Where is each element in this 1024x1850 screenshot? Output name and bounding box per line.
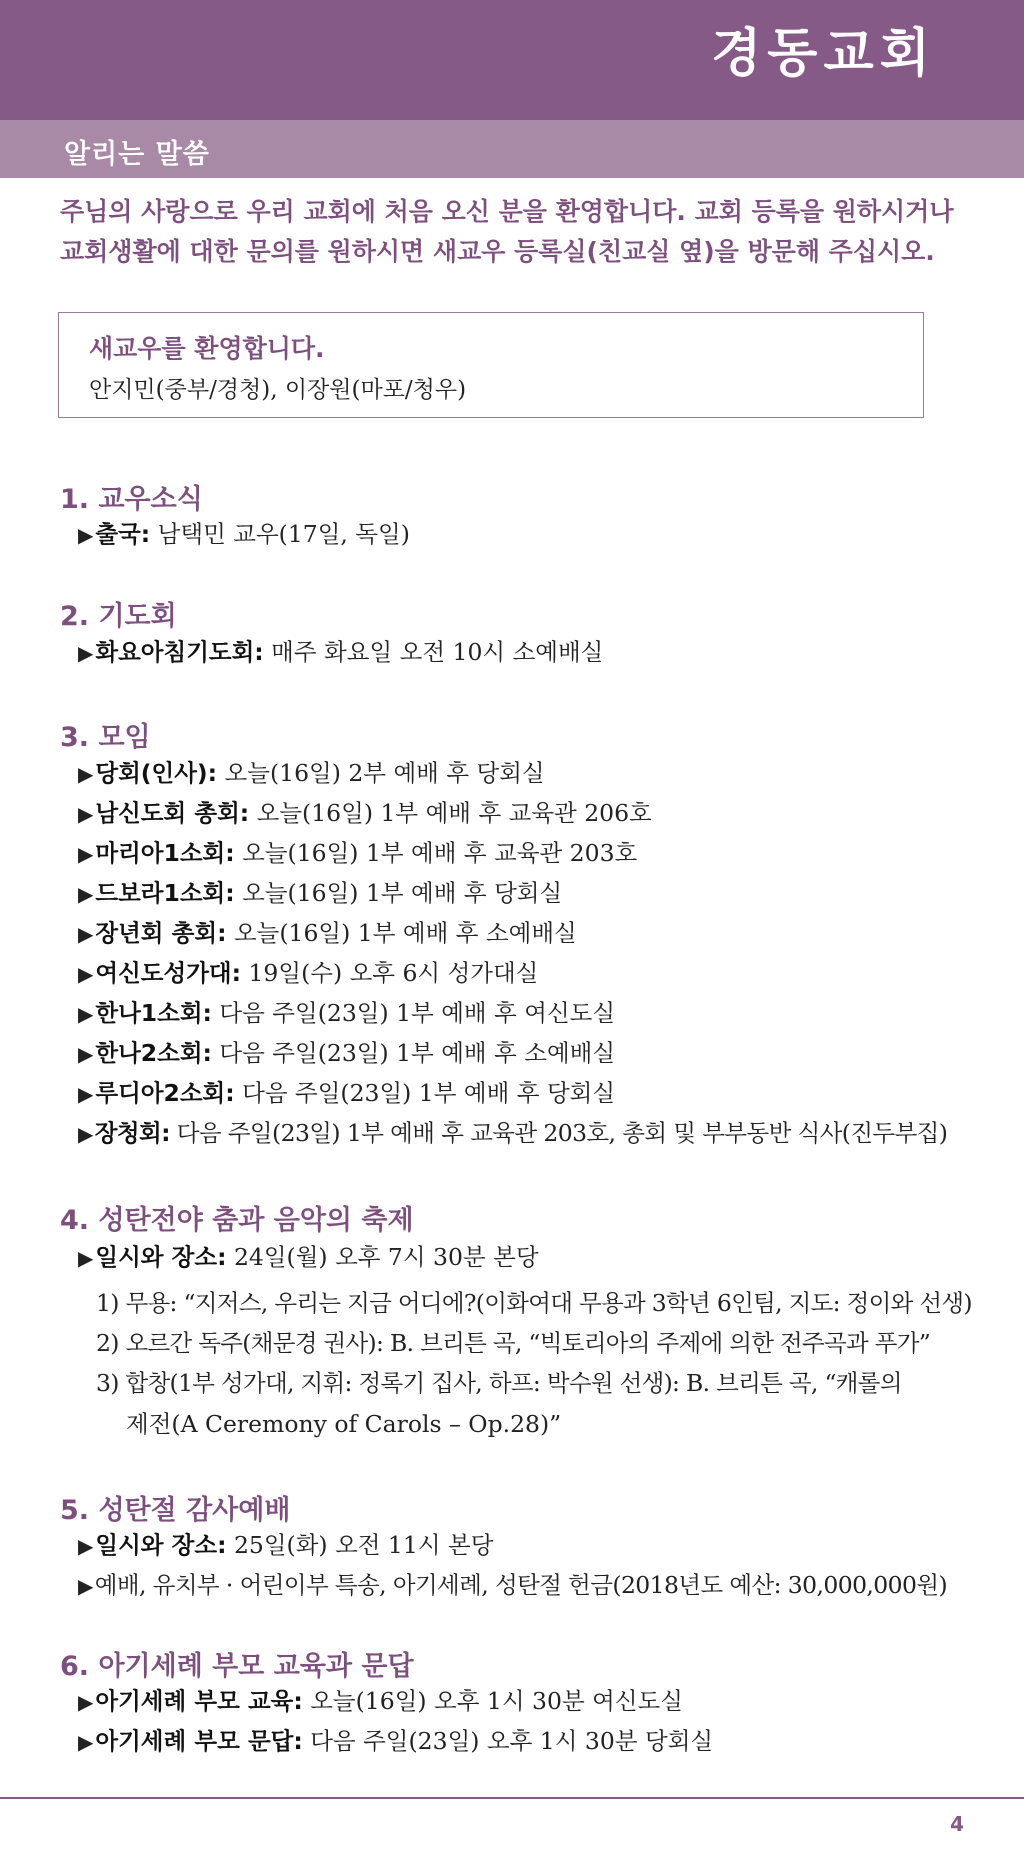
announcement-item bbox=[78, 1684, 683, 1719]
section-title: 3. 모임 bbox=[60, 722, 151, 753]
announcement-item bbox=[78, 876, 562, 911]
arrow-icon: ▶ bbox=[78, 523, 94, 547]
item-label: 마리아1소회: bbox=[95, 839, 235, 867]
item-label: 여신도성가대: bbox=[95, 959, 241, 987]
announcement-item bbox=[78, 1116, 947, 1151]
item-text: 오늘(16일) 1부 예배 후 교육관 203호 bbox=[234, 839, 638, 867]
announcement-item bbox=[78, 996, 615, 1031]
program-item: 3) 합창(1부 성가대, 지휘: 정록기 집사, 하프: 박수원 선생): B. 브리튼 곡, “캐롤의 bbox=[96, 1369, 902, 1397]
item-text: 오늘(16일) 1부 예배 후 당회실 bbox=[234, 879, 563, 907]
announcement-item bbox=[78, 1036, 615, 1071]
item-text: 25일(화) 오전 11시 본당 bbox=[226, 1531, 494, 1559]
item-label: 일시와 장소: bbox=[95, 1531, 227, 1559]
announcement-item bbox=[78, 916, 577, 951]
arrow-icon: ▶ bbox=[78, 1082, 94, 1106]
header-band bbox=[0, 0, 1024, 120]
arrow-icon: ▶ bbox=[78, 1122, 93, 1146]
announcement-item bbox=[78, 1528, 493, 1563]
item-label: 당회(인사): bbox=[95, 759, 218, 787]
item-label: 화요아침기도회: bbox=[95, 638, 264, 666]
item-text: 다음 주일(23일) 1부 예배 후 교육관 203호, 총회 및 부부동반 식사(진두부집) bbox=[169, 1119, 948, 1147]
item-text: 24일(월) 오후 7시 30분 본당 bbox=[226, 1243, 539, 1271]
item-text: 19일(수) 오후 6시 성가대실 bbox=[241, 959, 539, 987]
arrow-icon: ▶ bbox=[78, 962, 94, 986]
arrow-icon: ▶ bbox=[78, 1730, 94, 1754]
program-item: 2) 오르간 독주(채문경 권사): B. 브리튼 곡, “빅토리아의 주제에 의한 전주곡과 푸가” bbox=[96, 1329, 931, 1357]
announcement-item bbox=[78, 956, 538, 991]
item-text: 예배, 유치부 · 어린이부 특송, 아기세례, 성탄절 헌금(2018년도 예산: 30,000,000원) bbox=[94, 1571, 948, 1599]
item-label: 장청회: bbox=[94, 1119, 170, 1147]
item-text: 오늘(16일) 1부 예배 후 교육관 206호 bbox=[249, 799, 652, 827]
arrow-icon: ▶ bbox=[78, 1002, 94, 1026]
announcement-item bbox=[78, 756, 545, 791]
announcement-item bbox=[78, 1724, 713, 1759]
item-text: 매주 화요일 오전 10시 소예배실 bbox=[263, 638, 604, 666]
arrow-icon: ▶ bbox=[78, 1246, 94, 1270]
item-text: 오늘(16일) 오후 1시 30분 여신도실 bbox=[302, 1687, 683, 1715]
item-label: 아기세례 부모 교육: bbox=[95, 1687, 303, 1715]
item-label: 아기세례 부모 문답: bbox=[95, 1727, 303, 1755]
section-title: 5. 성탄절 감사예배 bbox=[60, 1495, 291, 1526]
arrow-icon: ▶ bbox=[78, 842, 94, 866]
arrow-icon: ▶ bbox=[78, 922, 94, 946]
item-label: 장년회 총회: bbox=[95, 919, 227, 947]
announcement-item bbox=[78, 517, 410, 552]
item-label: 출국: bbox=[95, 520, 151, 548]
page-number: 4 bbox=[950, 1812, 964, 1836]
announcement-item bbox=[78, 1076, 615, 1111]
intro-line: 주님의 사랑으로 우리 교회에 처음 오신 분을 환영합니다. 교회 등록을 원하시거나 bbox=[60, 197, 954, 226]
welcome-title: 새교우를 환영합니다. bbox=[89, 334, 325, 363]
announcement-item bbox=[78, 635, 603, 670]
section-title: 2. 기도회 bbox=[60, 601, 177, 632]
footer-divider bbox=[0, 1797, 1024, 1799]
intro-paragraph bbox=[60, 192, 980, 272]
arrow-icon: ▶ bbox=[78, 1574, 93, 1598]
section-title: 6. 아기세례 부모 교육과 문답 bbox=[60, 1651, 414, 1682]
announcement-item bbox=[78, 1568, 947, 1603]
item-label: 일시와 장소: bbox=[95, 1243, 227, 1271]
item-text: 다음 주일(23일) 1부 예배 후 소예배실 bbox=[211, 1039, 616, 1067]
item-text: 다음 주일(23일) 오후 1시 30분 당회실 bbox=[302, 1727, 714, 1755]
item-label: 남신도회 총회: bbox=[95, 799, 250, 827]
item-label: 드보라1소회: bbox=[95, 879, 235, 907]
section-bar bbox=[0, 120, 1024, 178]
arrow-icon: ▶ bbox=[78, 802, 94, 826]
item-text: 오늘(16일) 1부 예배 후 소예배실 bbox=[226, 919, 577, 947]
item-label: 루디아2소회: bbox=[95, 1079, 235, 1107]
arrow-icon: ▶ bbox=[78, 1042, 94, 1066]
item-text: 오늘(16일) 2부 예배 후 당회실 bbox=[217, 759, 545, 787]
program-item-continuation: 제전(A Ceremony of Carols – Op.28)” bbox=[126, 1410, 562, 1438]
church-logo: 경동교회 bbox=[711, 24, 936, 84]
announcement-item bbox=[78, 836, 637, 871]
welcome-box bbox=[58, 312, 924, 418]
section-title: 4. 성탄전야 춤과 음악의 축제 bbox=[60, 1205, 414, 1236]
item-label: 한나1소회: bbox=[95, 999, 212, 1027]
section-bar-title: 알리는 말씀 bbox=[64, 139, 210, 170]
item-label: 한나2소회: bbox=[95, 1039, 212, 1067]
announcement-item bbox=[78, 796, 652, 831]
section-title: 1. 교우소식 bbox=[60, 484, 203, 515]
item-text: 남택민 교우(17일, 독일) bbox=[150, 520, 410, 548]
item-text: 다음 주일(23일) 1부 예배 후 여신도실 bbox=[211, 999, 616, 1027]
announcement-item bbox=[78, 1240, 539, 1275]
item-text: 다음 주일(23일) 1부 예배 후 당회실 bbox=[234, 1079, 616, 1107]
program-item: 1) 무용: “지저스, 우리는 지금 어디에?(이화여대 무용과 3학년 6인팀, 지도: 정이와 선생) bbox=[96, 1289, 972, 1317]
arrow-icon: ▶ bbox=[78, 1690, 94, 1714]
welcome-names: 안지민(중부/경청), 이장원(마포/청우) bbox=[89, 377, 467, 403]
arrow-icon: ▶ bbox=[78, 882, 94, 906]
arrow-icon: ▶ bbox=[78, 1534, 94, 1558]
arrow-icon: ▶ bbox=[78, 762, 94, 786]
arrow-icon: ▶ bbox=[78, 641, 94, 665]
intro-line: 교회생활에 대한 문의를 원하시면 새교우 등록실(친교실 옆)을 방문해 주십시오. bbox=[60, 237, 935, 266]
